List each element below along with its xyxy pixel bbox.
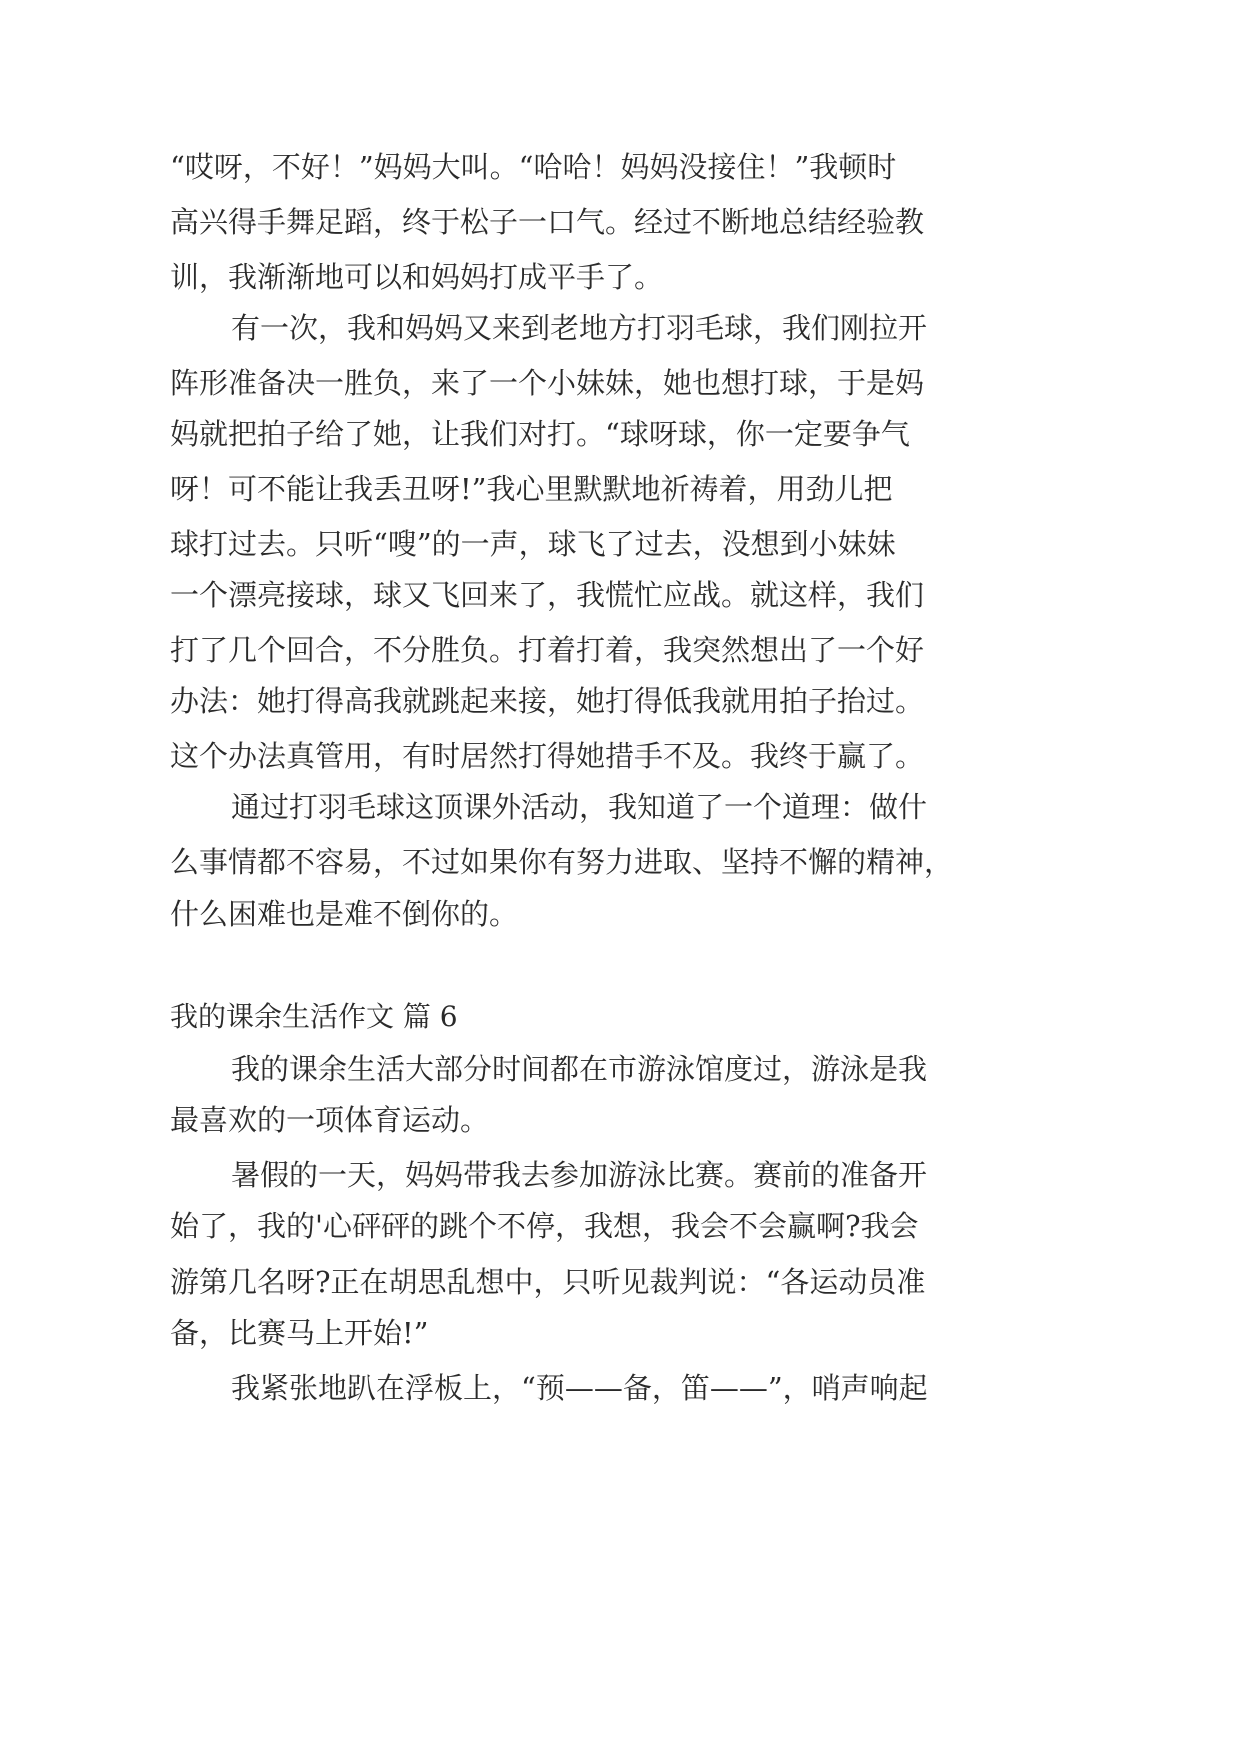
text-line: 训，我渐渐地可以和妈妈打成平手了。	[170, 260, 664, 294]
text-line: 高兴得手舞足蹈，终于松子一口气。经过不断地总结经验教	[170, 205, 925, 239]
text-line: 么事情都不容易，不过如果你有努力进取、坚持不懈的精神，	[170, 845, 954, 879]
text-line: 打了几个回合，不分胜负。打着打着，我突然想出了一个好	[170, 633, 925, 667]
text-line: 妈就把拍子给了她，让我们对打。“球呀球，你一定要争气	[170, 417, 910, 451]
text-line: 暑假的一天，妈妈带我去参加游泳比赛。赛前的准备开	[231, 1158, 928, 1192]
text-line: 我紧张地趴在浮板上，“预——备，笛——”，哨声响起	[231, 1371, 928, 1405]
text-line: 这个办法真管用，有时居然打得她措手不及。我终于赢了。	[170, 739, 925, 773]
text-line: 我的课余生活大部分时间都在市游泳馆度过，游泳是我	[231, 1052, 928, 1086]
text-line: 通过打羽毛球这顶课外活动，我知道了一个道理：做什	[231, 790, 928, 824]
text-line: 阵形准备决一胜负，来了一个小妹妹，她也想打球，于是妈	[170, 366, 925, 400]
text-line: 呀！可不能让我丢丑呀!”我心里默默地祈祷着，用劲儿把	[170, 472, 893, 506]
section-title: 我的课余生活作文 篇 6	[170, 1000, 458, 1033]
text-line: 球打过去。只听“嗖”的一声，球飞了过去，没想到小妹妹	[170, 527, 896, 561]
text-line: “哎呀，不好！”妈妈大叫。“哈哈！妈妈没接住！”我顿时	[170, 150, 897, 184]
text-line: 有一次，我和妈妈又来到老地方打羽毛球，我们刚拉开	[231, 311, 928, 345]
text-line: 最喜欢的一项体育运动。	[170, 1103, 490, 1137]
text-line: 游第几名呀?正在胡思乱想中，只听见裁判说：“各运动员准	[170, 1265, 926, 1299]
text-line: 什么困难也是难不倒你的。	[170, 897, 519, 931]
text-line: 始了，我的'心砰砰的跳个不停，我想，我会不会赢啊?我会	[170, 1209, 919, 1243]
text-line: 办法：她打得高我就跳起来接，她打得低我就用拍子抬过。	[170, 684, 925, 718]
text-line: 一个漂亮接球，球又飞回来了，我慌忙应战。就这样，我们	[170, 578, 925, 612]
text-line: 备，比赛马上开始!”	[170, 1316, 429, 1350]
